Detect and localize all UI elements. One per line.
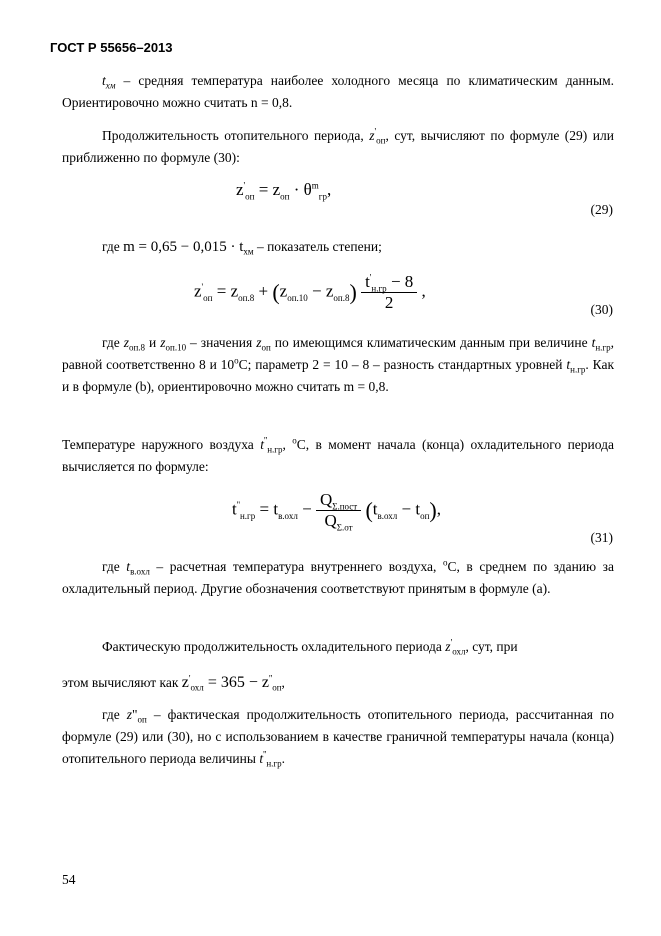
symbol-sup: '	[374, 126, 377, 137]
symbol-t: t	[566, 357, 571, 372]
formula-sub: в.охл	[377, 510, 398, 521]
symbol-z: z	[445, 639, 451, 654]
formula-symbol: z	[194, 281, 202, 301]
symbol-z: z	[160, 335, 166, 350]
paragraph-cooling-formula	[62, 672, 614, 694]
paragraph-cooling-period	[62, 636, 614, 658]
formula-sup: '	[201, 281, 204, 292]
formula-29	[236, 180, 331, 200]
degree-sup: о	[292, 435, 297, 446]
fraction-denominator: 2	[384, 293, 394, 312]
formula-sub: Σ.от	[336, 522, 353, 533]
degree-sup: о	[234, 355, 239, 366]
formula-sub: оп.8	[238, 292, 255, 303]
paragraph-outdoor-temp	[62, 434, 614, 478]
formula-sub: гр	[318, 191, 327, 202]
formula-symbol: z	[236, 180, 244, 199]
formula-symbol: z	[279, 281, 288, 301]
symbol-sup: ''	[263, 749, 267, 760]
formula-text: · θ	[289, 180, 312, 199]
paragraph-text: где	[102, 559, 127, 574]
formula-sub: охл	[190, 682, 204, 693]
symbol-sup: '	[450, 637, 453, 648]
formula-sup: ''	[268, 673, 273, 684]
paragraph-z-values	[62, 332, 614, 398]
formula-text: ,	[436, 499, 441, 519]
left-paren-icon: (	[272, 279, 280, 305]
left-paren-icon: (	[365, 497, 373, 523]
symbol-sub: хм	[105, 80, 116, 91]
paragraph-text: – средняя температура наиболее холодного месяца по климатическим данным. Ориентировочно можно считать n = 0,8.	[62, 73, 614, 110]
fraction-numerator	[316, 490, 361, 511]
degree-sup: о	[442, 557, 448, 568]
formula-text: ,	[281, 675, 285, 690]
paragraph-text: . Как и в формуле (b), ориентировочно можно считать m = 0,8.	[62, 357, 615, 394]
paragraph-m-definition	[102, 236, 612, 258]
paragraph-text: , равной соответственно 8 и 10	[62, 335, 614, 372]
formula-sub: оп.8	[333, 292, 350, 303]
symbol-t: t	[591, 335, 596, 350]
paragraph-text: и	[145, 335, 161, 350]
formula-text: −	[297, 499, 316, 519]
formula-text: = 365 − z	[203, 674, 269, 691]
formula-sub: оп	[420, 510, 430, 521]
symbol-t: t	[260, 437, 264, 452]
formula-31-number: (31)	[590, 530, 613, 545]
formula-text: = z	[212, 281, 239, 301]
symbol-sub: охл	[452, 646, 466, 657]
paragraph-text: – показатель степени;	[253, 239, 382, 254]
formula-sub: оп	[245, 191, 255, 202]
paragraph-text: – значения	[186, 335, 257, 350]
paragraph-text: ,	[282, 437, 293, 452]
paragraph-text: С; параметр 2 = 10 – 8 – разность стандартных уровней	[238, 357, 567, 372]
document-header: ГОСТ Р 55656–2013	[50, 40, 173, 55]
formula-sub: оп	[280, 191, 290, 202]
paragraph-txm	[62, 70, 614, 114]
symbol-sub: оп	[137, 714, 147, 725]
symbol-z: z	[123, 335, 129, 350]
formula-symbol: Q	[324, 511, 337, 530]
fraction	[316, 490, 361, 531]
symbol-sub: оп.10	[165, 342, 187, 353]
paragraph-text: где	[102, 239, 120, 254]
formula-symbol: Q	[319, 490, 333, 509]
paragraph-text: С, в среднем по зданию за охладительный период. Другие обозначения соответствуют принятым в формуле (а).	[62, 559, 614, 596]
formula-30	[194, 272, 426, 313]
symbol-sup: ''	[263, 435, 268, 446]
formula-text: − z	[307, 281, 334, 301]
paragraph-actual-heating	[62, 704, 614, 770]
paragraph-text: Продолжительность отопительного периода,	[102, 128, 370, 143]
paragraph-text: , сут, вычисляют по формуле (29) или приближенно по формуле (30):	[62, 128, 614, 165]
formula-sub: в.охл	[278, 510, 298, 521]
formula-sup: m	[311, 180, 319, 191]
formula-sub: н.гр	[239, 510, 256, 521]
paragraph-text: где	[102, 707, 127, 722]
formula-text: = t	[255, 499, 279, 519]
paragraph-text: – фактическая продолжительность отопительного периода, рассчитанная по формуле (29) или (30), но с использованием в качестве граничной температуры начала (конца) отопительного периода величины	[62, 707, 614, 766]
right-paren-icon: )	[429, 497, 437, 523]
formula-sup: ''	[236, 499, 240, 510]
formula-symbol: t	[232, 499, 237, 519]
formula-text: ,	[327, 180, 332, 199]
fraction	[361, 272, 417, 313]
paragraph-text: Фактическую продолжительность охладительного периода	[102, 639, 446, 654]
formula-sup: '	[369, 272, 372, 283]
symbol-sub: н.гр	[266, 758, 282, 769]
fraction-numerator	[361, 272, 417, 293]
symbol-sub: н.гр	[570, 364, 586, 375]
fraction-denominator	[316, 511, 361, 531]
paragraph-text: этом вычисляют как	[62, 675, 182, 690]
symbol-t: t	[126, 559, 131, 574]
formula-inline: m = 0,65 − 0,015 · t	[123, 239, 244, 255]
formula-sub: н.гр	[371, 283, 387, 294]
symbol-t: t	[259, 751, 264, 766]
paragraph-text: где	[102, 335, 124, 350]
paragraph-text: , сут, при	[465, 639, 518, 654]
paragraph-heating-period	[62, 125, 614, 169]
formula-text: +	[254, 281, 273, 301]
symbol-sub: н.гр	[595, 342, 611, 353]
page-number: 54	[62, 872, 76, 887]
symbol-z: z	[369, 128, 375, 143]
paragraph-text: Температуре наружного воздуха	[62, 437, 261, 452]
paragraph-indoor-temp	[62, 556, 614, 600]
formula-text: − t	[397, 499, 421, 519]
paragraph-text: – расчетная температура внутреннего воздуха,	[149, 559, 443, 574]
paragraph-text: С, в момент начала (конца) охладительного периода вычисляется по формуле:	[62, 437, 614, 474]
paragraph-text: по имеющимся климатическим данным при величине	[270, 335, 592, 350]
formula-sub: оп.10	[287, 292, 308, 303]
formula-sub: Σ.пост	[332, 501, 358, 512]
paragraph-text: .	[281, 751, 285, 766]
symbol-sub: оп	[261, 342, 271, 353]
symbol-quote: "	[132, 707, 138, 722]
formula-text: − 8	[386, 272, 414, 291]
symbol-z: z	[256, 335, 262, 350]
formula-29-number: (29)	[590, 202, 613, 217]
symbol-sub: оп	[376, 135, 386, 146]
symbol-sub: в.охл	[130, 566, 150, 577]
formula-text: ,	[421, 281, 426, 301]
symbol-sub: н.гр	[267, 444, 283, 455]
formula-symbol: t	[365, 272, 370, 291]
formula-text: = z	[254, 180, 281, 199]
right-paren-icon: )	[349, 279, 357, 305]
formula-sub: оп	[272, 682, 282, 693]
symbol-z: z	[126, 707, 133, 722]
formula-sub: хм	[243, 246, 254, 257]
formula-symbol: t	[372, 499, 378, 519]
symbol-t: t	[102, 73, 106, 88]
formula-sup: '	[243, 180, 246, 191]
formula-symbol: z	[181, 674, 189, 691]
symbol-sub: оп.8	[128, 342, 146, 353]
formula-sub: оп	[203, 292, 213, 303]
formula-sup: '	[188, 673, 191, 684]
formula-30-number: (30)	[590, 302, 613, 317]
formula-31	[232, 490, 441, 531]
